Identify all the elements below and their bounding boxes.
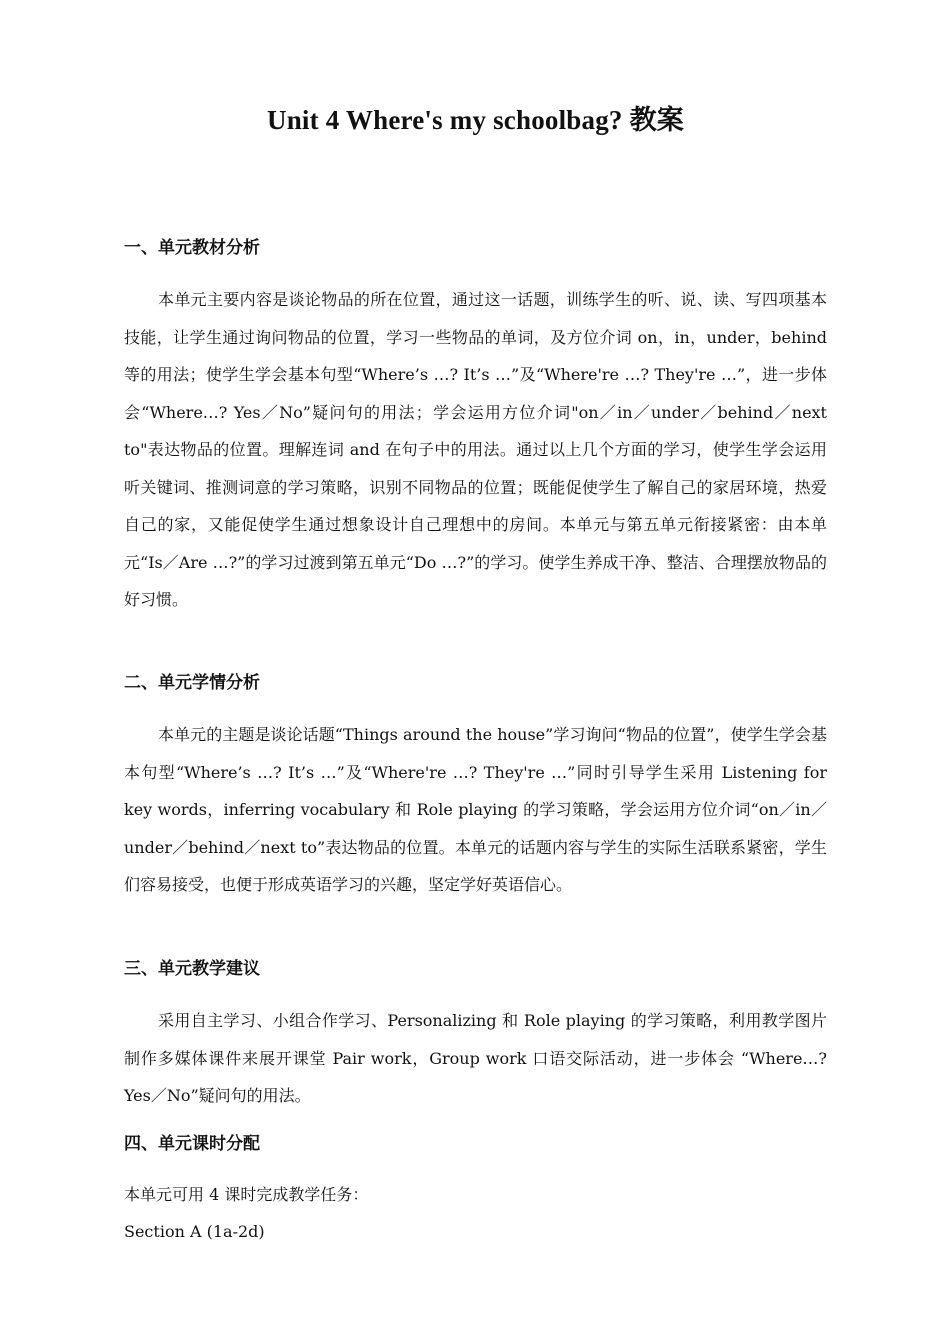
section-heading-textbook-analysis: 一、单元教材分析 (124, 238, 260, 258)
section-heading-teaching-suggestions: 三、单元教学建议 (124, 959, 260, 979)
section-heading-lesson-allocation: 四、单元课时分配 (124, 1134, 260, 1154)
section-body-textbook-analysis: 本单元主要内容是谈论物品的所在位置，通过这一话题，训练学生的听、说、读、写四项基本技能，让学生通过询问物品的位置，学习一些物品的单词，及方位介词 on，in，under，behind 等的用法；使学生学会基本句型“Where’s …? It’s …”及“Where're …? They're …”，进一步体会“Where…? Yes／No”疑问句的用法；学会运用方位介词"on／in／under／behind／next to"表达物品的位置。理解连词 and 在句子中的用法。通过以上几个方面的学习，使学生学会运用听关键词、推测词意的学习策略，识别不同物品的位置；既能促使学生了解自己的家居环境，热爱自己的家，又能促使学生通过想象设计自己理想中的房间。本单元与第五单元衔接紧密：由本单元“Is／Are …?”的学习过渡到第五单元“Do …?”的学习。使学生养成干净、整洁、合理摆放物品的好习惯。 (124, 290, 827, 609)
section-body-student-analysis: 本单元的主题是谈论话题“Things around the house”学习询问“物品的位置”，使学生学会基本句型“Where’s …? It’s …”及“Where're …? They're …”同时引导学生采用 Listening for key words，inferring vocabulary 和 Role playing 的学习策略，学会运用方位介词“on／in／under／behind／next to”表达物品的位置。本单元的话题内容与学生的实际生活联系紧密，学生们容易接受，也便于形成英语学习的兴趣，坚定学好英语信心。 (124, 725, 827, 894)
lesson-allocation-item: Section A (1a-2d) (124, 1222, 265, 1241)
section-body-teaching-suggestions: 采用自主学习、小组合作学习、Personalizing 和 Role playing 的学习策略，利用教学图片制作多媒体课件来展开课堂 Pair work，Group work 口语交际活动，进一步体会 “Where…? Yes／No”疑问句的用法。 (124, 1011, 827, 1105)
document-title: Unit 4 Where's my schoolbag? 教案 (267, 105, 684, 135)
section-heading-student-analysis: 二、单元学情分析 (124, 673, 260, 693)
lesson-allocation-intro: 本单元可用 4 课时完成教学任务： (124, 1185, 369, 1204)
